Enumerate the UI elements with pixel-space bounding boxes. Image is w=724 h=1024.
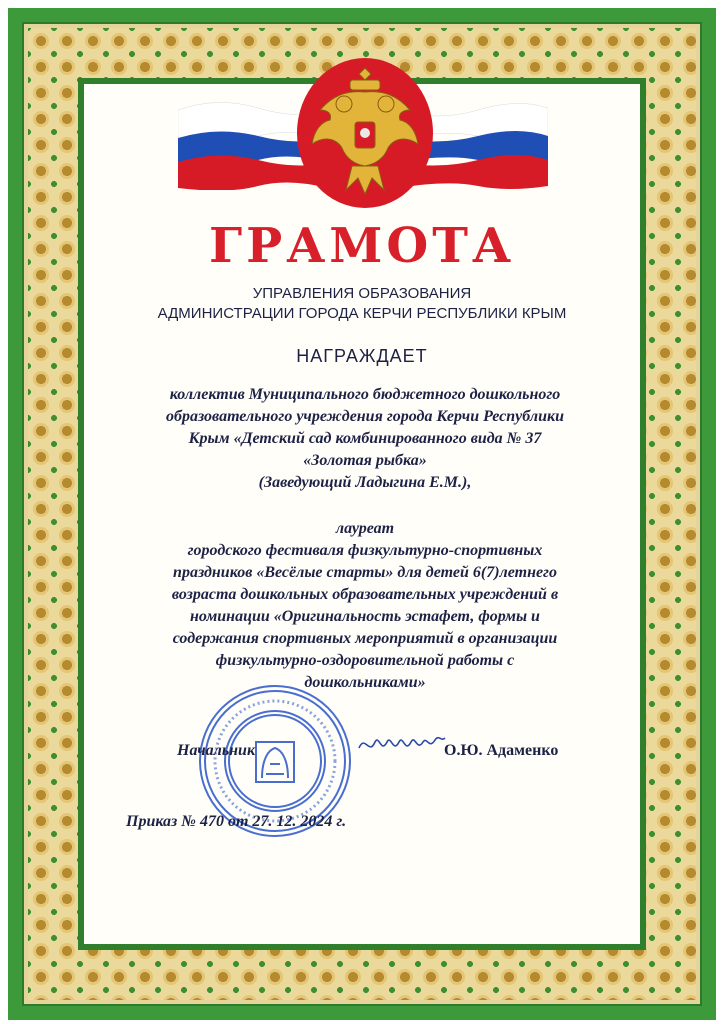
recipient-line: «Золотая рыбка» [303, 452, 427, 469]
recipient-line: коллектив Муниципального бюджетного дошкольного [169, 386, 561, 403]
laureate-line: лауреат [335, 520, 395, 537]
handwritten-signature [355, 724, 447, 764]
order-reference: Приказ № 470 от 27. 12. 2024 г. [126, 813, 347, 830]
issuer-line-2: АДМИНИСТРАЦИИ ГОРОДА КЕРЧИ РЕСПУБЛИКИ КРЫМ [157, 305, 567, 322]
header-emblem [0, 0, 724, 230]
double-headed-eagle-icon [306, 66, 424, 198]
recipient-line: Крым «Детский сад комбинированного вида № 37 [188, 430, 542, 447]
laureate-line: праздников «Весёлые старты» для детей 6(7)летнего [173, 564, 557, 581]
recipient-line: образовательного учреждения города Керчи Республики [166, 408, 564, 425]
issuer-line-1: УПРАВЛЕНИЯ ОБРАЗОВАНИЯ [252, 285, 472, 302]
laureate-line: дошкольниками» [304, 674, 426, 691]
laureate-block [110, 518, 620, 694]
laureate-line: физкультурно-оздоровительной работы с [215, 652, 515, 669]
laureate-line: номинации «Оригинальность эстафет, формы и [190, 608, 540, 625]
signatory-name: О.Ю. Адаменко [444, 742, 559, 759]
laureate-line: возраста дошкольных образовательных учреждений в [171, 586, 559, 603]
certificate-title: ГРАМОТА [208, 218, 516, 274]
laureate-line: городского фестиваля физкультурно-спортивных [187, 542, 543, 559]
laureate-line: содержания спортивных мероприятий в организации [172, 630, 558, 647]
signatory-title: Начальник [177, 742, 256, 759]
recipient-line: (Заведующий Ладыгина Е.М.), [258, 474, 472, 491]
awards-heading: НАГРАЖДАЕТ [296, 346, 428, 366]
recipient-block [110, 384, 620, 494]
